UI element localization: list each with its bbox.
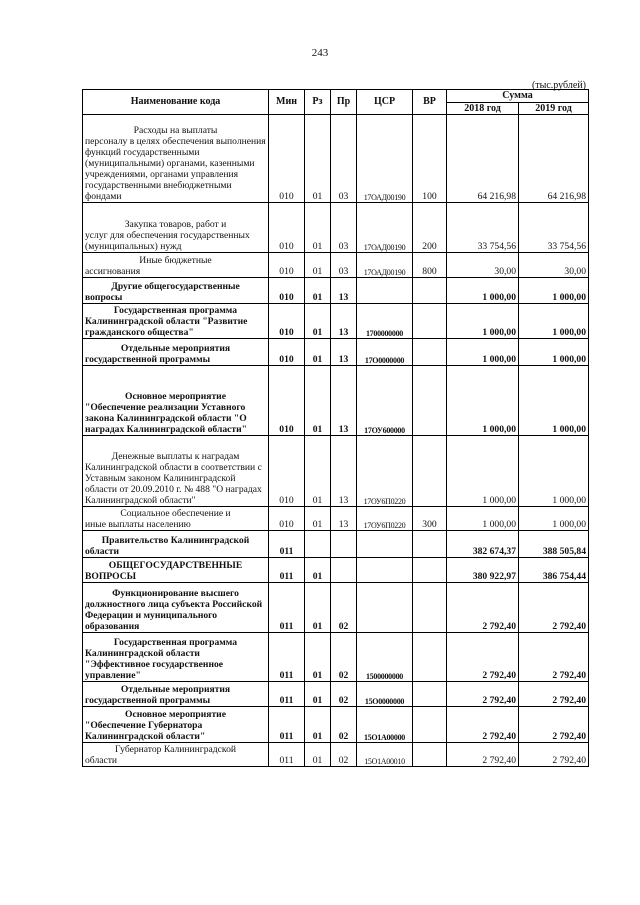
row-name	[83, 531, 269, 558]
header-sum: Сумма	[447, 90, 589, 103]
row-min: 011	[269, 583, 305, 633]
row-pr: 02	[331, 682, 357, 707]
table-row	[83, 253, 589, 278]
row-name-text: вопросы	[85, 291, 123, 303]
row-vr: 100	[413, 115, 447, 203]
row-2019: 33 754,56	[519, 203, 589, 253]
row-vr	[413, 366, 447, 436]
row-rz: 01	[305, 558, 331, 583]
row-name	[83, 743, 269, 767]
row-2018: 1 000,00	[447, 366, 519, 436]
row-csr: 15О1А00010	[357, 743, 413, 767]
row-2018: 2 792,40	[447, 707, 519, 743]
table-row	[83, 203, 589, 253]
row-min: 010	[269, 253, 305, 278]
row-name-text: государственной программы	[85, 694, 211, 706]
row-name-lead: Функционирование высшего	[112, 587, 239, 599]
table-body	[83, 115, 589, 767]
row-rz: 01	[305, 707, 331, 743]
row-rz: 01	[305, 743, 331, 767]
row-csr	[357, 531, 413, 558]
row-min: 010	[269, 115, 305, 203]
row-csr	[357, 558, 413, 583]
row-pr: 13	[331, 366, 357, 436]
row-vr	[413, 707, 447, 743]
table-row	[83, 531, 589, 558]
row-rz: 01	[305, 583, 331, 633]
row-name-text: услуг для обеспечения государственных (муниципальных) нужд	[85, 229, 250, 252]
table-row	[83, 507, 589, 531]
header-2019: 2019 год	[519, 102, 589, 115]
table-row	[83, 583, 589, 633]
row-min: 010	[269, 203, 305, 253]
row-min: 011	[269, 682, 305, 707]
row-min: 010	[269, 278, 305, 304]
row-csr: 15О0000000	[357, 682, 413, 707]
row-2019: 2 792,40	[519, 583, 589, 633]
row-name-text: должностного лица субъекта Российской Федерации и муниципального образования	[85, 598, 263, 632]
row-pr: 13	[331, 339, 357, 366]
row-name-lead: Государственная программа	[113, 304, 238, 316]
row-pr: 13	[331, 278, 357, 304]
row-csr: 1700000000	[357, 304, 413, 339]
row-name-lead: Иные бюджетные	[139, 254, 212, 266]
row-name-lead: Основное мероприятие	[125, 708, 226, 720]
table-row	[83, 558, 589, 583]
table-row	[83, 436, 589, 507]
row-name-lead: Социальное обеспечение и	[120, 507, 231, 519]
row-rz: 01	[305, 304, 331, 339]
row-pr: 02	[331, 583, 357, 633]
row-pr: 02	[331, 743, 357, 767]
table-row	[83, 743, 589, 767]
budget-table	[82, 89, 589, 767]
header-vr: ВР	[413, 90, 447, 115]
row-2019: 1 000,00	[519, 366, 589, 436]
row-rz: 01	[305, 115, 331, 203]
row-name-text: области	[85, 754, 118, 766]
row-name-text: Калининградской области "Развитие гражданского общества"	[85, 315, 248, 338]
row-min: 011	[269, 633, 305, 682]
header-csr: ЦСР	[357, 90, 413, 115]
row-vr	[413, 633, 447, 682]
header-2018: 2018 год	[447, 102, 519, 115]
row-2018: 33 754,56	[447, 203, 519, 253]
row-vr	[413, 743, 447, 767]
row-rz	[305, 531, 331, 558]
table-row	[83, 707, 589, 743]
row-2018: 2 792,40	[447, 743, 519, 767]
row-name-lead: Расходы на выплаты	[133, 124, 218, 136]
row-name	[83, 253, 269, 278]
row-csr	[357, 278, 413, 304]
row-2018: 30,00	[447, 253, 519, 278]
row-min: 011	[269, 707, 305, 743]
row-name-text: Калининградской области "Эффективное государственное управление"	[85, 647, 224, 681]
row-csr: 17О0000000	[357, 339, 413, 366]
row-2018: 380 922,97	[447, 558, 519, 583]
row-pr	[331, 558, 357, 583]
row-2018: 1 000,00	[447, 278, 519, 304]
row-min: 011	[269, 743, 305, 767]
row-pr: 03	[331, 203, 357, 253]
row-pr: 03	[331, 253, 357, 278]
row-name-lead: Закупка товаров, работ и	[124, 218, 227, 230]
row-name-lead: Основное мероприятие	[125, 390, 226, 402]
header-min: Мин	[269, 90, 305, 115]
row-2018: 2 792,40	[447, 682, 519, 707]
row-name-text: Калининградской области в соответствии с Уставным законом Калининградской области от 20.09.2010 г. № 488 "О наградах Калининградской области"	[85, 461, 262, 506]
header-pr: Пр	[331, 90, 357, 115]
row-min: 010	[269, 366, 305, 436]
row-csr: 17ОУ6П0220	[357, 507, 413, 531]
row-rz: 01	[305, 278, 331, 304]
row-csr: 1500000000	[357, 633, 413, 682]
row-pr: 02	[331, 707, 357, 743]
row-name-lead: Отдельные мероприятия	[120, 342, 231, 354]
row-min: 010	[269, 304, 305, 339]
row-name-text: области	[85, 545, 120, 557]
table-row	[83, 278, 589, 304]
row-name-text: персоналу в целях обеспечения выполнения функций государственными (муниципальными) органами, казенными учреждениями, органами управления государственными внебюджетными фондами	[85, 135, 266, 202]
header-rz: Рз	[305, 90, 331, 115]
row-pr: 02	[331, 633, 357, 682]
row-vr	[413, 339, 447, 366]
row-csr: 17ОАД00190	[357, 203, 413, 253]
row-min: 010	[269, 339, 305, 366]
row-rz: 01	[305, 203, 331, 253]
row-2019: 2 792,40	[519, 682, 589, 707]
row-name	[83, 682, 269, 707]
row-name	[83, 558, 269, 583]
row-vr	[413, 558, 447, 583]
row-vr	[413, 278, 447, 304]
row-vr	[413, 583, 447, 633]
row-name-text: "Обеспечение реализации Уставного закона Калининградской области "О наградах Калининградской области"	[85, 401, 247, 435]
row-vr	[413, 531, 447, 558]
table-row	[83, 366, 589, 436]
row-min: 010	[269, 436, 305, 507]
row-2018: 64 216,98	[447, 115, 519, 203]
row-min: 011	[269, 531, 305, 558]
row-name-text: ассигнования	[85, 265, 141, 277]
row-name-lead: Другие общегосударственные	[111, 280, 240, 292]
row-2018: 1 000,00	[447, 339, 519, 366]
row-csr: 17ОАД00190	[357, 253, 413, 278]
row-name	[83, 339, 269, 366]
row-2018: 1 000,00	[447, 436, 519, 507]
row-2019: 1 000,00	[519, 278, 589, 304]
row-name	[83, 507, 269, 531]
row-2019: 2 792,40	[519, 743, 589, 767]
row-name-lead: Денежные выплаты к наградам	[111, 450, 240, 462]
row-vr	[413, 304, 447, 339]
row-2019: 386 754,44	[519, 558, 589, 583]
table-row	[83, 304, 589, 339]
row-name	[83, 203, 269, 253]
row-csr	[357, 583, 413, 633]
row-name	[83, 707, 269, 743]
row-2019: 1 000,00	[519, 339, 589, 366]
row-pr: 13	[331, 436, 357, 507]
row-vr	[413, 682, 447, 707]
row-2018: 1 000,00	[447, 507, 519, 531]
row-pr	[331, 531, 357, 558]
row-name-text: ВОПРОСЫ	[85, 570, 137, 582]
row-2019: 1 000,00	[519, 507, 589, 531]
row-2018: 1 000,00	[447, 304, 519, 339]
row-2019: 1 000,00	[519, 436, 589, 507]
row-csr: 17ОУ600000	[357, 366, 413, 436]
table-row	[83, 115, 589, 203]
row-name-text: иные выплаты населению	[85, 518, 191, 530]
row-2019: 64 216,98	[519, 115, 589, 203]
row-2019: 2 792,40	[519, 633, 589, 682]
table-row	[83, 633, 589, 682]
row-2018: 382 674,37	[447, 531, 519, 558]
row-name-lead: Отдельные мероприятия	[120, 683, 231, 695]
table-row	[83, 682, 589, 707]
row-name	[83, 366, 269, 436]
row-name-text: "Обеспечение Губернатора Калининградской области"	[85, 719, 206, 742]
row-name-lead: Правительство Калининградской	[101, 534, 250, 546]
row-vr: 800	[413, 253, 447, 278]
row-csr: 17ОУ6П0220	[357, 436, 413, 507]
row-min: 011	[269, 558, 305, 583]
row-name	[83, 633, 269, 682]
row-rz: 01	[305, 507, 331, 531]
row-2018: 2 792,40	[447, 583, 519, 633]
row-vr	[413, 436, 447, 507]
row-csr: 15О1А00000	[357, 707, 413, 743]
row-name	[83, 304, 269, 339]
row-min: 010	[269, 507, 305, 531]
row-2019: 388 505,84	[519, 531, 589, 558]
row-name	[83, 115, 269, 203]
row-rz: 01	[305, 633, 331, 682]
row-name	[83, 436, 269, 507]
row-csr: 17ОАД00190	[357, 115, 413, 203]
row-name-lead: Губернатор Калининградской	[114, 743, 237, 755]
row-name-lead: Государственная программа	[113, 636, 238, 648]
row-name-lead: ОБЩЕГОСУДАРСТВЕННЫЕ	[108, 559, 243, 571]
header-name: Наименование кода	[83, 90, 269, 115]
row-name	[83, 583, 269, 633]
row-rz: 01	[305, 682, 331, 707]
row-rz: 01	[305, 436, 331, 507]
row-pr: 03	[331, 115, 357, 203]
units-label: (тыс.рублей)	[531, 80, 586, 91]
row-name	[83, 278, 269, 304]
row-name-text: государственной программы	[85, 353, 211, 365]
row-rz: 01	[305, 366, 331, 436]
row-2019: 30,00	[519, 253, 589, 278]
row-2018: 2 792,40	[447, 633, 519, 682]
row-vr: 200	[413, 203, 447, 253]
row-2019: 2 792,40	[519, 707, 589, 743]
row-rz: 01	[305, 253, 331, 278]
row-rz: 01	[305, 339, 331, 366]
row-pr: 13	[331, 507, 357, 531]
row-vr: 300	[413, 507, 447, 531]
row-pr: 13	[331, 304, 357, 339]
table-row	[83, 339, 589, 366]
page-number: 243	[311, 47, 329, 59]
row-2019: 1 000,00	[519, 304, 589, 339]
